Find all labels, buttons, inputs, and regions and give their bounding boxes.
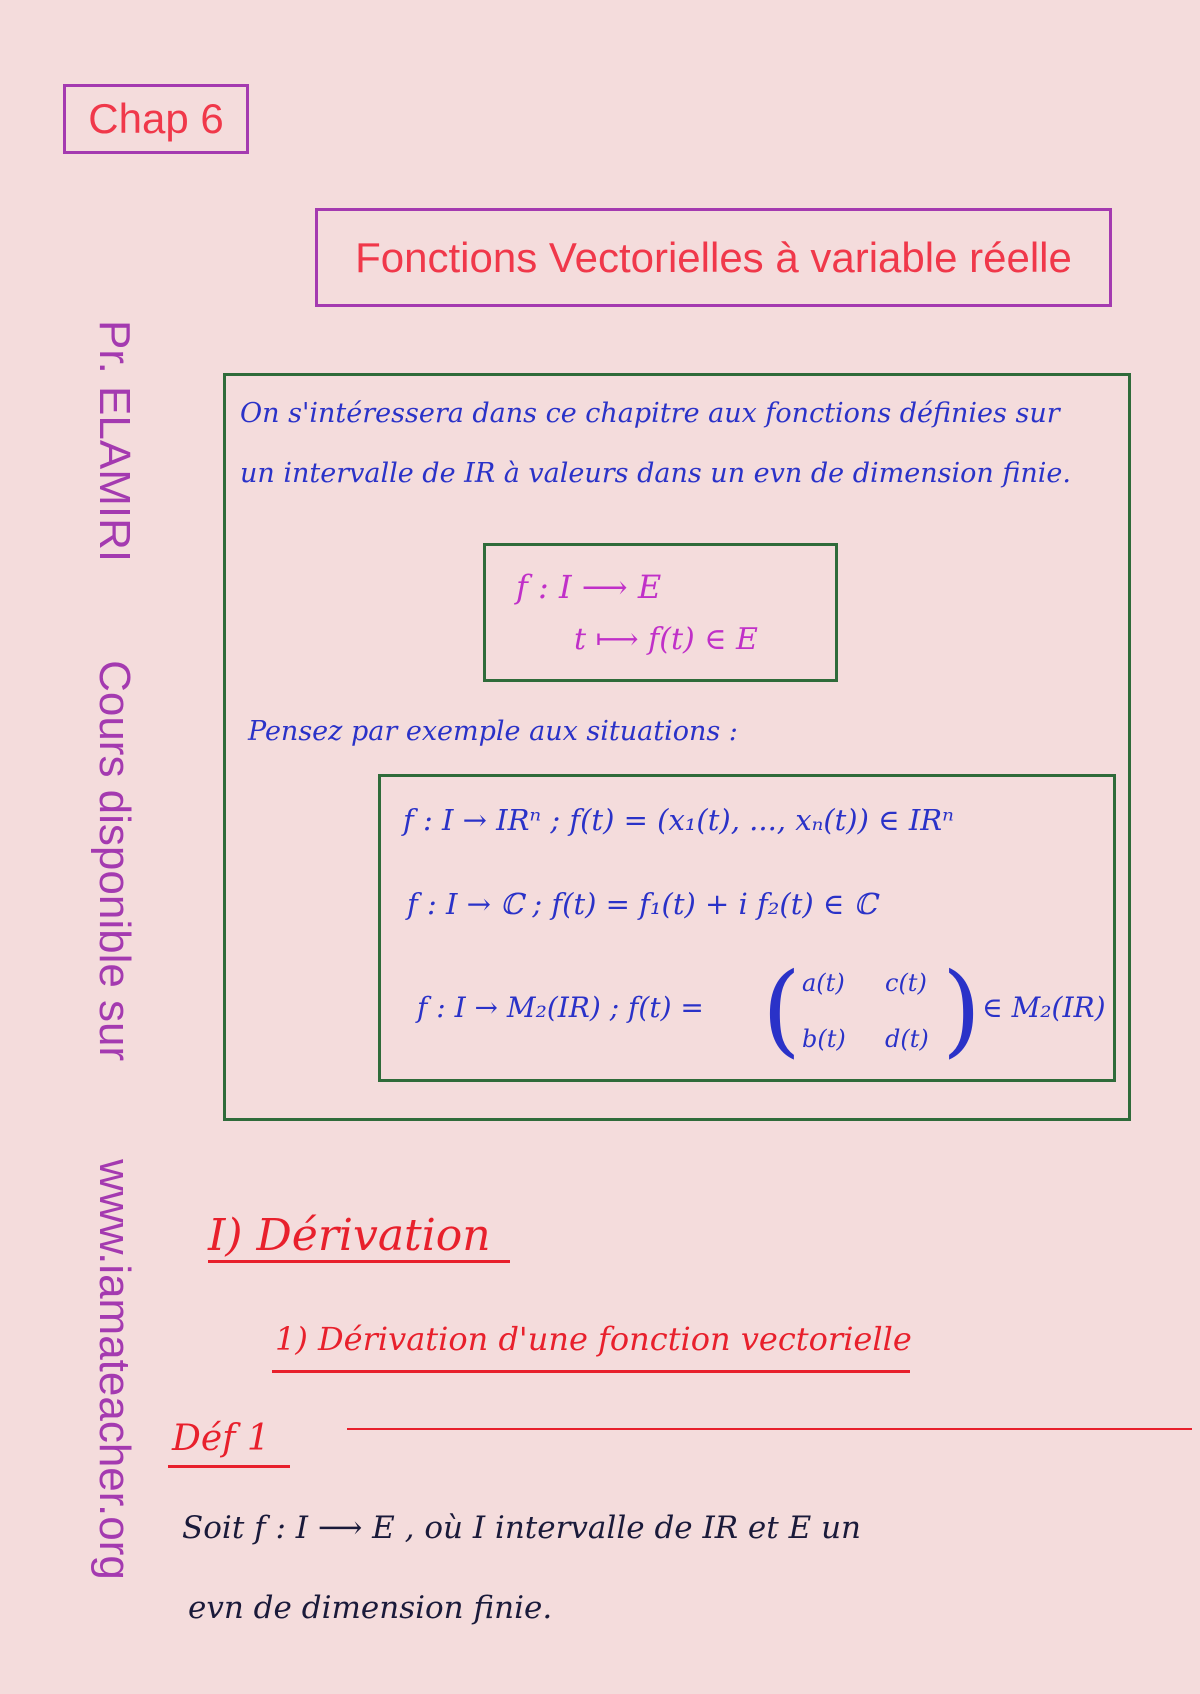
section-heading-underline (208, 1260, 510, 1263)
subsection-heading-underline (272, 1370, 910, 1373)
matrix-paren-right: ) (942, 951, 982, 1068)
definition-line-2: evn de dimension finie. (188, 1590, 553, 1626)
example-3-right: ∈ M₂(IR) (982, 991, 1106, 1024)
example-3-left: f : I → M₂(IR) ; f(t) = (417, 991, 704, 1024)
definition-label: Déf 1 (172, 1418, 270, 1459)
intro-line-1: On s'intéressera dans ce chapitre aux fonctions définies sur (240, 398, 1060, 429)
example-1: f : I → IRⁿ ; f(t) = (x₁(t), ..., xₙ(t)) ∈ IRⁿ (403, 803, 954, 837)
matrix-d: d(t) (885, 1025, 929, 1053)
definition-line-1: Soit f : I ⟶ E , où I intervalle de IR et E un (182, 1510, 862, 1546)
example-2: f : I → ℂ ; f(t) = f₁(t) + i f₂(t) ∈ ℂ (407, 887, 877, 921)
examples-intro: Pensez par exemple aux situations : (248, 716, 738, 747)
side-banner (88, 320, 140, 1580)
section-heading: I) Dérivation (208, 1210, 491, 1261)
intro-box (223, 373, 1131, 1121)
website-link[interactable]: www.iamateacher.org (90, 1159, 139, 1580)
intro-line-2: un intervalle de IR à valeurs dans un evn de dimension finie. (240, 458, 1071, 489)
page-title: Fonctions Vectorielles à variable réelle (315, 208, 1112, 307)
matrix-paren-left: ( (762, 951, 802, 1068)
examples-box (378, 774, 1116, 1082)
matrix-b: b(t) (802, 1025, 846, 1053)
matrix-a: a(t) (802, 969, 845, 997)
mapping-box (483, 543, 838, 682)
definition-rule (347, 1428, 1192, 1430)
definition-label-underline (168, 1465, 290, 1468)
subsection-heading: 1) Dérivation d'une fonction vectorielle (275, 1320, 912, 1358)
mapping-line-1: f : I ⟶ E (516, 568, 662, 606)
example-3 (417, 951, 1107, 1068)
chapter-label: Chap 6 (63, 84, 249, 154)
author-name: Pr. ELAMIRI (90, 320, 139, 563)
matrix-c: c(t) (885, 969, 927, 997)
course-availability: Cours disponible sur (90, 660, 139, 1062)
mapping-line-2: t ⟼ f(t) ∈ E (574, 622, 758, 657)
